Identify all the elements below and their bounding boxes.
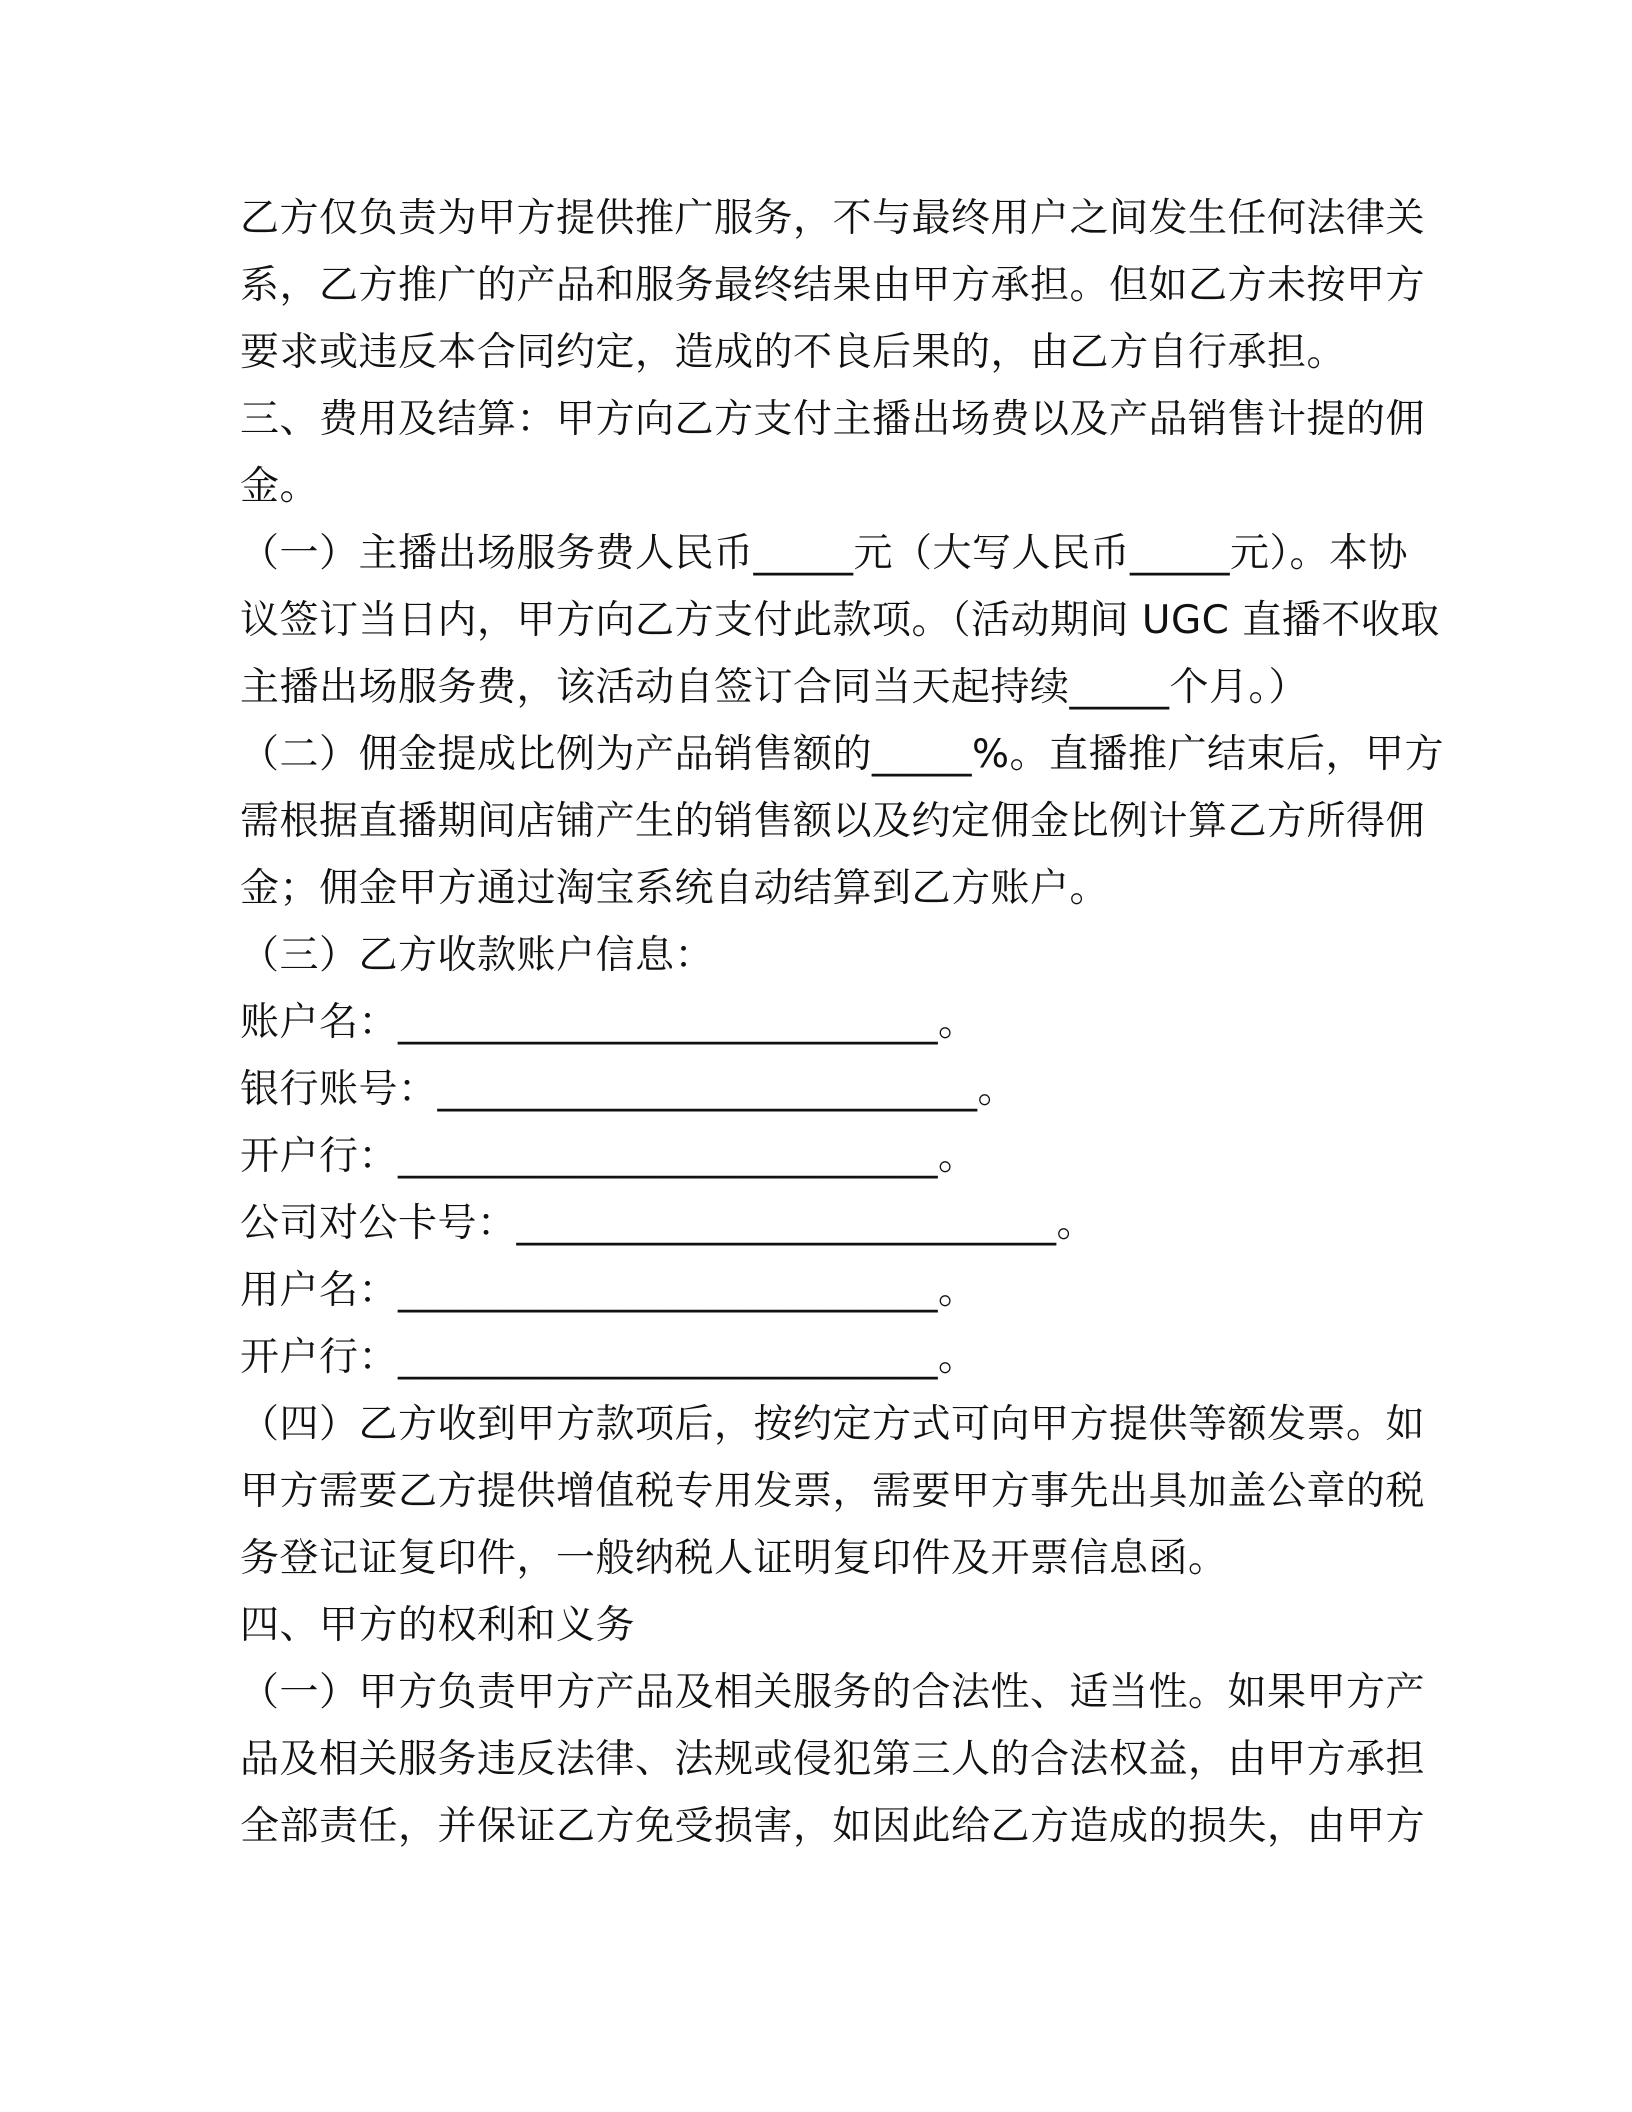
account-name-field-line: 账户名：___________________________。 <box>240 1000 978 1045</box>
opening-bank-field-line: 开户行：___________________________。 <box>240 1134 978 1179</box>
section-heading-line: 四、甲方的权利和义务 <box>240 1603 636 1648</box>
paragraph-line: 全部责任，并保证乙方免受损害，如因此给乙方造成的损失，由甲方 <box>240 1804 1426 1849</box>
paragraph-line: （四）乙方收到甲方款项后，按约定方式可向甲方提供等额发票。如 <box>240 1402 1426 1447</box>
paragraph-line: （三）乙方收款账户信息： <box>240 933 715 978</box>
username-field-line: 用户名：___________________________。 <box>240 1268 978 1313</box>
paragraph-line: 要求或违反本合同约定，造成的不良后果的，由乙方自行承担。 <box>240 330 1347 375</box>
paragraph-line: 议签订当日内，甲方向乙方支付此款项。（活动期间 UGC 直播不收取 <box>240 598 1440 643</box>
corporate-card-field-line: 公司对公卡号：___________________________。 <box>240 1201 1097 1246</box>
paragraph-line: 品及相关服务违反法律、法规或侵犯第三人的合法权益，由甲方承担 <box>240 1737 1426 1782</box>
document-body <box>240 185 1445 1860</box>
paragraph-line: （二）佣金提成比例为产品销售额的_____%。直播推广结束后，甲方 <box>240 732 1445 777</box>
section-heading-line: 三、费用及结算：甲方向乙方支付主播出场费以及产品销售计提的佣 <box>240 397 1426 442</box>
paragraph-line: 金；佣金甲方通过淘宝系统自动结算到乙方账户。 <box>240 866 1110 911</box>
paragraph-line: 乙方仅负责为甲方提供推广服务，不与最终用户之间发生任何法律关 <box>240 196 1426 241</box>
paragraph-line: 金。 <box>240 464 320 509</box>
paragraph-line: 系，乙方推广的产品和服务最终结果由甲方承担。但如乙方未按甲方 <box>240 263 1426 308</box>
paragraph-line: 需根据直播期间店铺产生的销售额以及约定佣金比例计算乙方所得佣 <box>240 799 1426 844</box>
paragraph-line: （一）甲方负责甲方产品及相关服务的合法性、适当性。如果甲方产 <box>240 1670 1426 1715</box>
paragraph-line: （一）主播出场服务费人民币_____元（大写人民币_____元）。本协 <box>240 531 1409 576</box>
paragraph-line: 主播出场服务费，该活动自签订合同当天起持续_____个月。） <box>240 665 1309 710</box>
opening-bank-field-line-2: 开户行：___________________________。 <box>240 1335 978 1380</box>
bank-account-field-line: 银行账号：___________________________。 <box>240 1067 1018 1112</box>
paragraph-line: 务登记证复印件，一般纳税人证明复印件及开票信息函。 <box>240 1536 1228 1581</box>
paragraph-line: 甲方需要乙方提供增值税专用发票，需要甲方事先出具加盖公章的税 <box>240 1469 1426 1514</box>
